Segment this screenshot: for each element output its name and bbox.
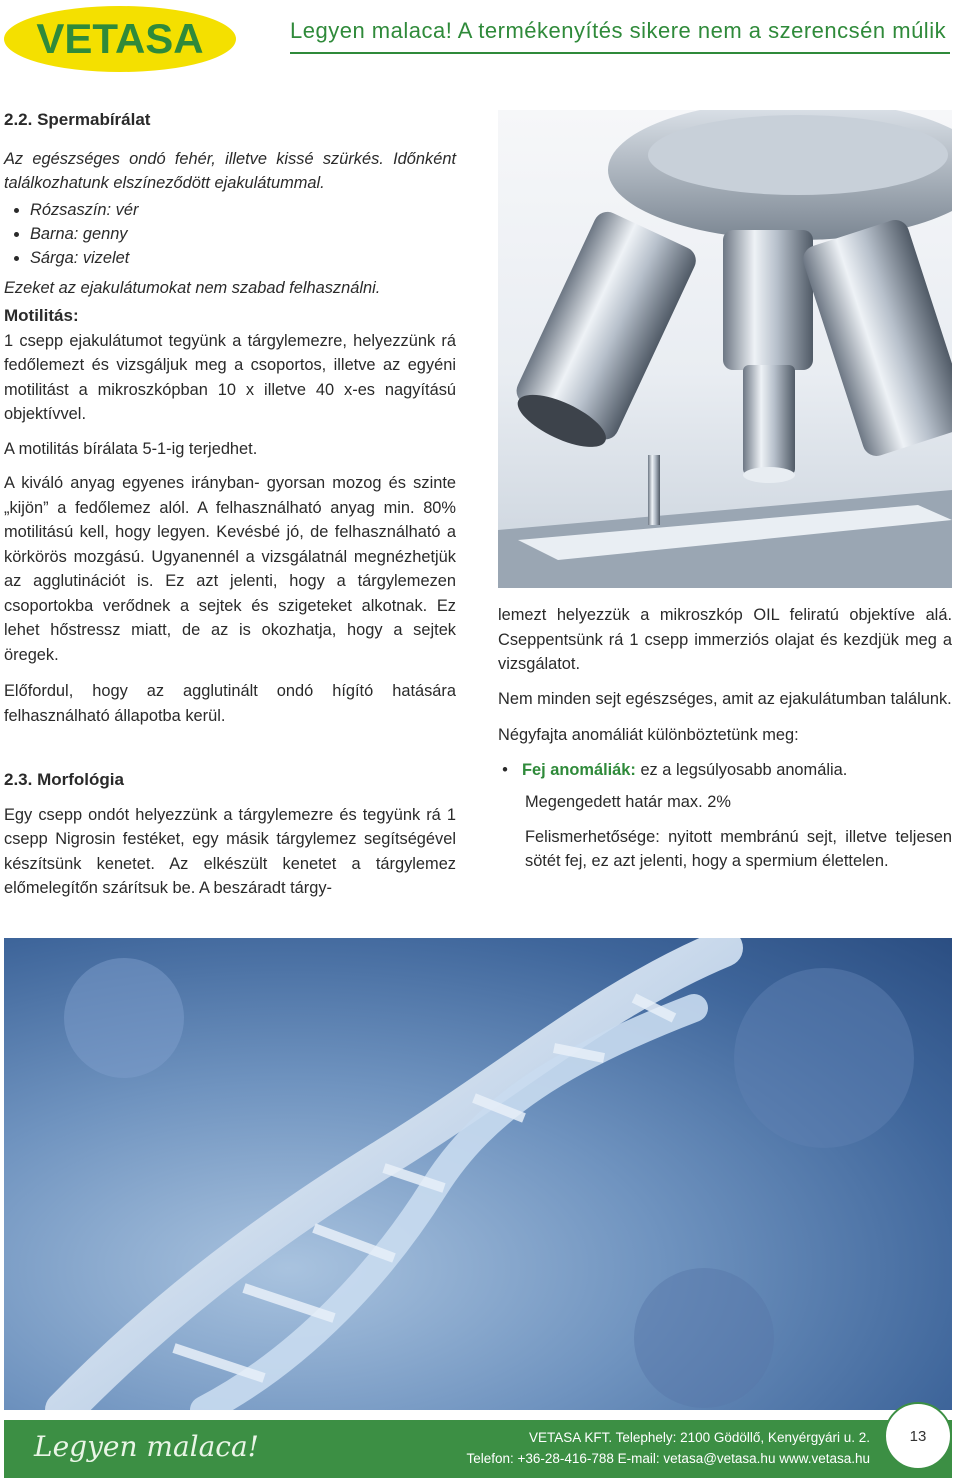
vetasa-logo <box>4 6 236 72</box>
anomaly-text: ez a legsúlyosabb anomália. <box>640 760 848 779</box>
anomaly-bullet <box>498 758 952 783</box>
header-slogan: Legyen malaca! A termékenyítés sikere nem a szerencsén múlik <box>290 18 947 43</box>
left-column <box>4 108 456 901</box>
anomaly-label: Fej anomáliák: <box>522 760 636 779</box>
microscope-drawing <box>498 110 952 588</box>
color-paragraph: Az egészséges ondó fehér, illetve kissé szürkés. Időnként találkozhatunk elszíneződött ejakulátummal. <box>4 149 456 192</box>
agglutination-paragraph: Előfordul, hogy az agglutinált ondó hígító hatására felhasználható állapotba kerül. <box>4 682 456 725</box>
list-item: • Rózsaszín: vér <box>30 198 456 222</box>
list-item: • Barna: genny <box>30 222 456 246</box>
footer-address: VETASA KFT. Telephely: 2100 Gödöllő, Kenyérgyári u. 2. <box>529 1430 870 1445</box>
color-list <box>4 198 456 270</box>
header-divider <box>290 52 950 54</box>
page-header <box>0 0 960 80</box>
motilitas-score-paragraph: A motilitás bírálata 5-1-ig terjedhet. <box>4 439 258 458</box>
logo-text: VETASA <box>36 15 204 62</box>
warning-paragraph: Ezeket az ejakulátumokat nem szabad felhasználni. <box>4 278 381 297</box>
motilitas-paragraph: 1 csepp ejakulátumot tegyünk a tárgylemezre, helyezzünk rá fedőlemezt és vizsgáljuk meg a csoportos, illetve az egyéni motilitást a mikroszkópban 10 x illetve 40 x-es nagyítású objektívvel. <box>4 331 456 423</box>
footer-signature: Legyen malaca! <box>34 1430 259 1463</box>
limit-paragraph: Megengedett határ max. 2% <box>525 793 731 811</box>
oil-objective-paragraph: lemezt helyezzük a mikroszkóp OIL feliratú objektíve alá. Cseppentsünk rá 1 csepp immerziós olajat és kezdjük meg a vizsgálatot. <box>498 606 952 673</box>
footer-contact: Telefon: +36-28-416-788 E-mail: vetasa@vetasa.hu www.vetasa.hu <box>466 1451 870 1466</box>
cells-paragraph: Nem minden sejt egészséges, amit az ejakulátumban találunk. <box>498 689 952 708</box>
list-item: • Sárga: vizelet <box>30 246 456 270</box>
right-column <box>498 603 952 874</box>
bullet-dot-icon: • <box>502 760 508 779</box>
microscope-image <box>498 110 952 588</box>
page-number: 13 <box>884 1402 952 1470</box>
motilitas-heading: Motilitás: <box>4 306 79 325</box>
dna-helix-drawing <box>4 938 952 1410</box>
morfologia-paragraph: Egy csepp ondót helyezzünk a tárgylemezre és tegyünk rá 1 csepp Nigrosin festéket, egy másik tárgylemez segítségével készítsünk kenetet. Az elkészült kenetet a tárgylemez előmelegítőn szárítsuk be. A beszáradt tárgy- <box>4 805 456 897</box>
section-heading-spermabiralat: 2.2. Spermabírálat <box>4 110 151 129</box>
section-heading-morfologia: 2.3. Morfológia <box>4 770 124 789</box>
dna-image <box>4 938 952 1410</box>
recognition-paragraph: Felismerhetősége: nyitott membránú sejt, illetve teljesen sötét fej, ez azt jelenti, hogy a spermium élettelen. <box>525 827 952 870</box>
quality-paragraph: A kiváló anyag egyenes irányban- gyorsan mozog és szinte „kijön” a fedőlemez alól. A felhasználható anyag min. 80% motilitású kell, hogy legyen. Kevésbé jó, de felhasználható a körkörös mozgású. Ugyanennél a vizsgálatnál megnézhetjük az agglutinációt is. Ez azt jelenti, hogy a tárgylemezen csoportokba verődnek a sejtek és szigeteket alkotnak. Ez lehet hőstressz miatt, de az is okozhatja, hogy a sejtek öregek. <box>4 474 456 664</box>
anomaly-types-paragraph: Négyfajta anomáliát különböztetünk meg: <box>498 726 799 744</box>
page-footer <box>4 1420 952 1478</box>
